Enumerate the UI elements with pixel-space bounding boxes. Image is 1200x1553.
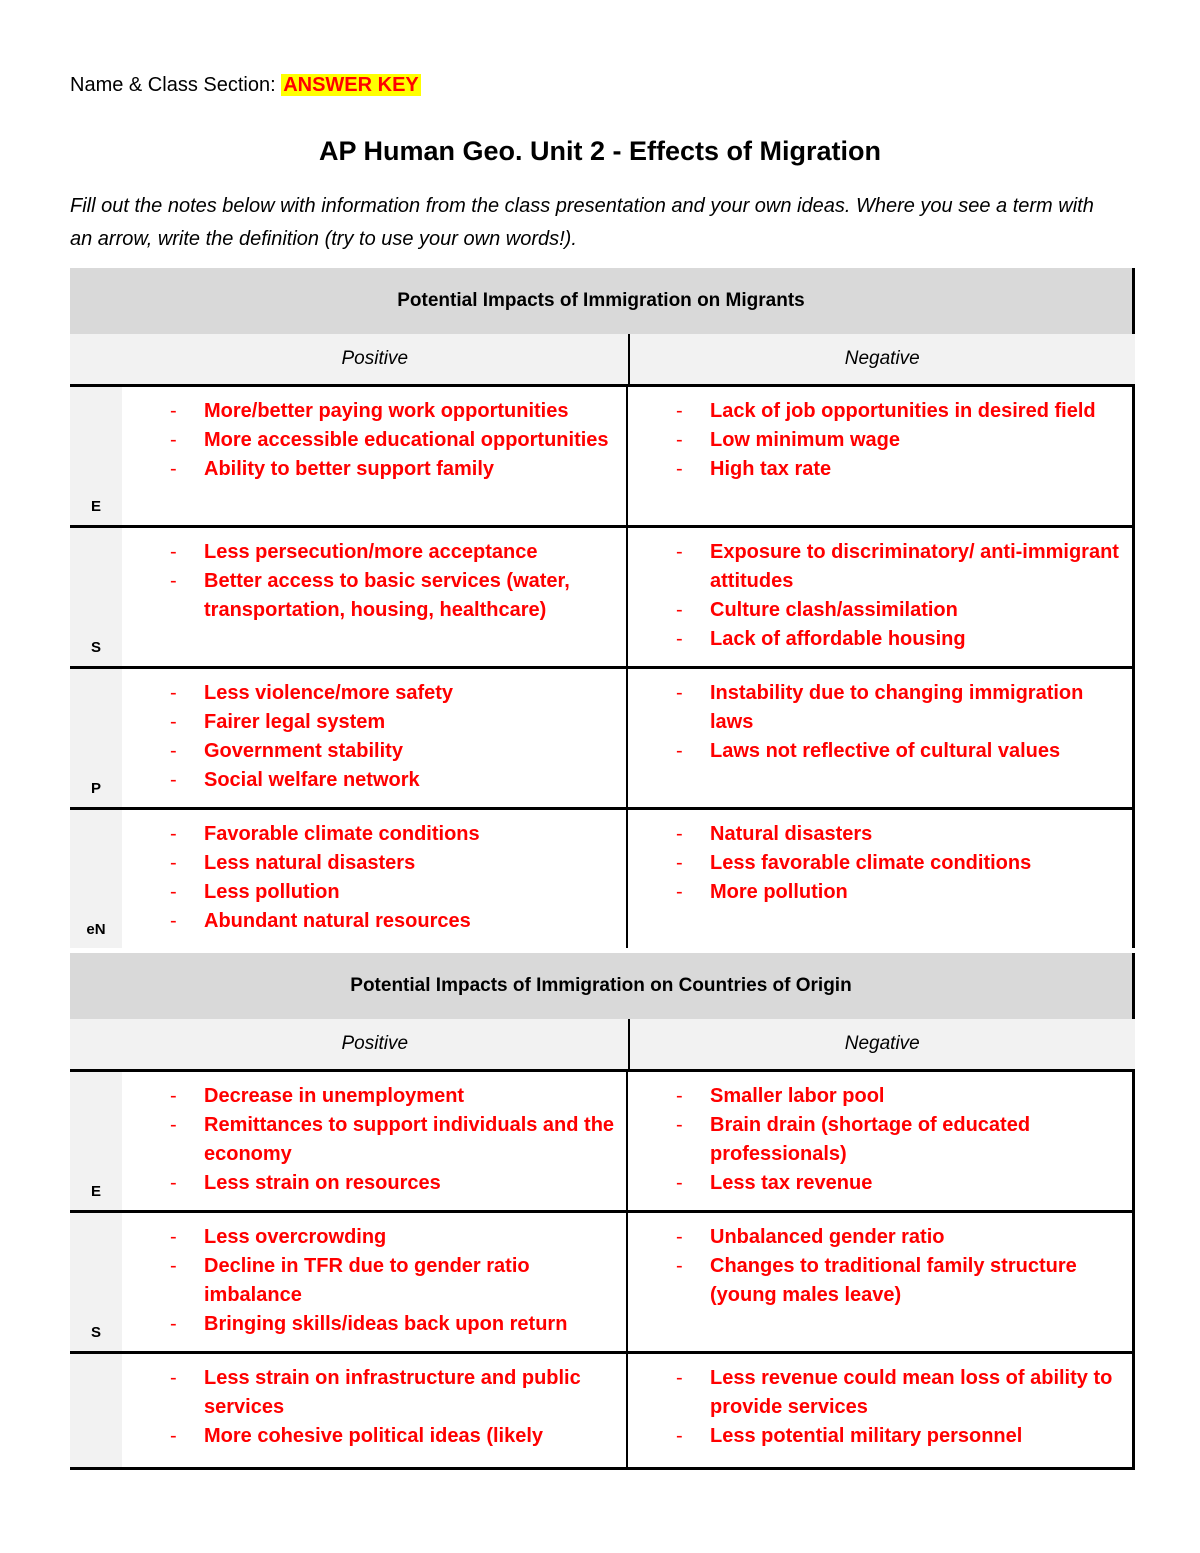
table-row (70, 666, 1135, 807)
list-item: - Government stability (170, 737, 616, 766)
table-row (70, 807, 1135, 948)
negative-cell (628, 669, 1135, 807)
list-item: - Less potential military personnel (676, 1422, 1122, 1451)
row-label: E (70, 1072, 122, 1210)
positive-cell (122, 810, 628, 948)
list-item: - Instability due to changing immigration laws (676, 679, 1122, 737)
list-item: - Low minimum wage (676, 426, 1122, 455)
page-title: AP Human Geo. Unit 2 - Effects of Migration (318, 136, 882, 166)
label-spacer (70, 334, 122, 384)
table-row (70, 525, 1135, 666)
list-item: - Natural disasters (676, 820, 1122, 849)
list-item: - Less tax revenue (676, 1169, 1122, 1198)
positive-cell (122, 1072, 628, 1210)
label-spacer (70, 1019, 122, 1069)
list-item: - Decline in TFR due to gender ratio imbalance (170, 1252, 616, 1310)
list-item: - More pollution (676, 878, 1122, 907)
positive-cell (122, 528, 628, 666)
row-label: E (70, 387, 122, 525)
name-label: Name & Class Section: (70, 74, 276, 96)
list-item: - Less violence/more safety (170, 679, 616, 708)
positive-cell (122, 1213, 628, 1351)
row-label (70, 1354, 122, 1469)
migrants-table (70, 268, 1135, 948)
list-item: - More/better paying work opportunities (170, 397, 616, 426)
list-item: - Less pollution (170, 878, 616, 907)
list-item: - Exposure to discriminatory/ anti-immigrant attitudes (676, 538, 1122, 596)
list-item: - High tax rate (676, 455, 1122, 484)
row-label: S (70, 1213, 122, 1351)
list-item: - Changes to traditional family structure (young males leave) (676, 1252, 1122, 1310)
table-row (70, 1069, 1135, 1210)
positive-cell (122, 669, 628, 807)
negative-cell (628, 387, 1135, 525)
name-class-line (70, 74, 421, 97)
origin-column-headers (70, 1019, 1135, 1069)
list-item: - More cohesive political ideas (likely (170, 1422, 616, 1451)
list-item: - Brain drain (shortage of educated professionals) (676, 1111, 1122, 1169)
origin-table-heading: Potential Impacts of Immigration on Countries of Origin (70, 953, 1135, 1019)
list-item: - Culture clash/assimilation (676, 596, 1122, 625)
migrants-column-headers (70, 334, 1135, 384)
table-row (70, 1351, 1135, 1469)
list-item: - Abundant natural resources (170, 907, 616, 936)
list-item: - Less overcrowding (170, 1223, 616, 1252)
table-row (70, 384, 1135, 525)
positive-cell (122, 387, 628, 525)
list-item: - Remittances to support individuals and the economy (170, 1111, 616, 1169)
list-item: - Less strain on resources (170, 1169, 616, 1198)
list-item: - Lack of affordable housing (676, 625, 1122, 654)
list-item: - Better access to basic services (water, transportation, housing, healthcare) (170, 567, 616, 625)
list-item: - Lack of job opportunities in desired field (676, 397, 1122, 426)
list-item: - Bringing skills/ideas back upon return (170, 1310, 616, 1339)
list-item: - Fairer legal system (170, 708, 616, 737)
list-item: - Decrease in unemployment (170, 1082, 616, 1111)
list-item: - Less strain on infrastructure and public services (170, 1364, 616, 1422)
instructions: Fill out the notes below with information from the class presentation and your own ideas. Where you see a term with an arrow, write the definition (try to use your own words!). (70, 195, 1094, 250)
row-label: S (70, 528, 122, 666)
negative-column-header: Negative (630, 334, 1136, 384)
list-item: - More accessible educational opportunities (170, 426, 616, 455)
list-item: - Favorable climate conditions (170, 820, 616, 849)
positive-cell (122, 1354, 628, 1469)
list-item: - Social welfare network (170, 766, 616, 795)
migrants-table-heading: Potential Impacts of Immigration on Migrants (70, 268, 1135, 334)
list-item: - Smaller labor pool (676, 1082, 1122, 1111)
list-item: - Laws not reflective of cultural values (676, 737, 1122, 766)
origin-table (70, 953, 1135, 1469)
negative-cell (628, 528, 1135, 666)
negative-cell (628, 1213, 1135, 1351)
negative-cell (628, 1354, 1135, 1469)
negative-column-header: Negative (630, 1019, 1136, 1069)
list-item: - Less revenue could mean loss of ability to provide services (676, 1364, 1122, 1422)
negative-cell (628, 810, 1135, 948)
positive-column-header: Positive (122, 1019, 630, 1069)
table-bottom-border (70, 1467, 1135, 1470)
list-item: - Ability to better support family (170, 455, 616, 484)
positive-column-header: Positive (122, 334, 630, 384)
list-item: - Less natural disasters (170, 849, 616, 878)
list-item: - Less favorable climate conditions (676, 849, 1122, 878)
table-row (70, 1210, 1135, 1351)
list-item: - Unbalanced gender ratio (676, 1223, 1122, 1252)
row-label: eN (70, 810, 122, 948)
answer-key-highlight: ANSWER KEY (283, 74, 419, 96)
list-item: - Less persecution/more acceptance (170, 538, 616, 567)
negative-cell (628, 1072, 1135, 1210)
row-label: P (70, 669, 122, 807)
